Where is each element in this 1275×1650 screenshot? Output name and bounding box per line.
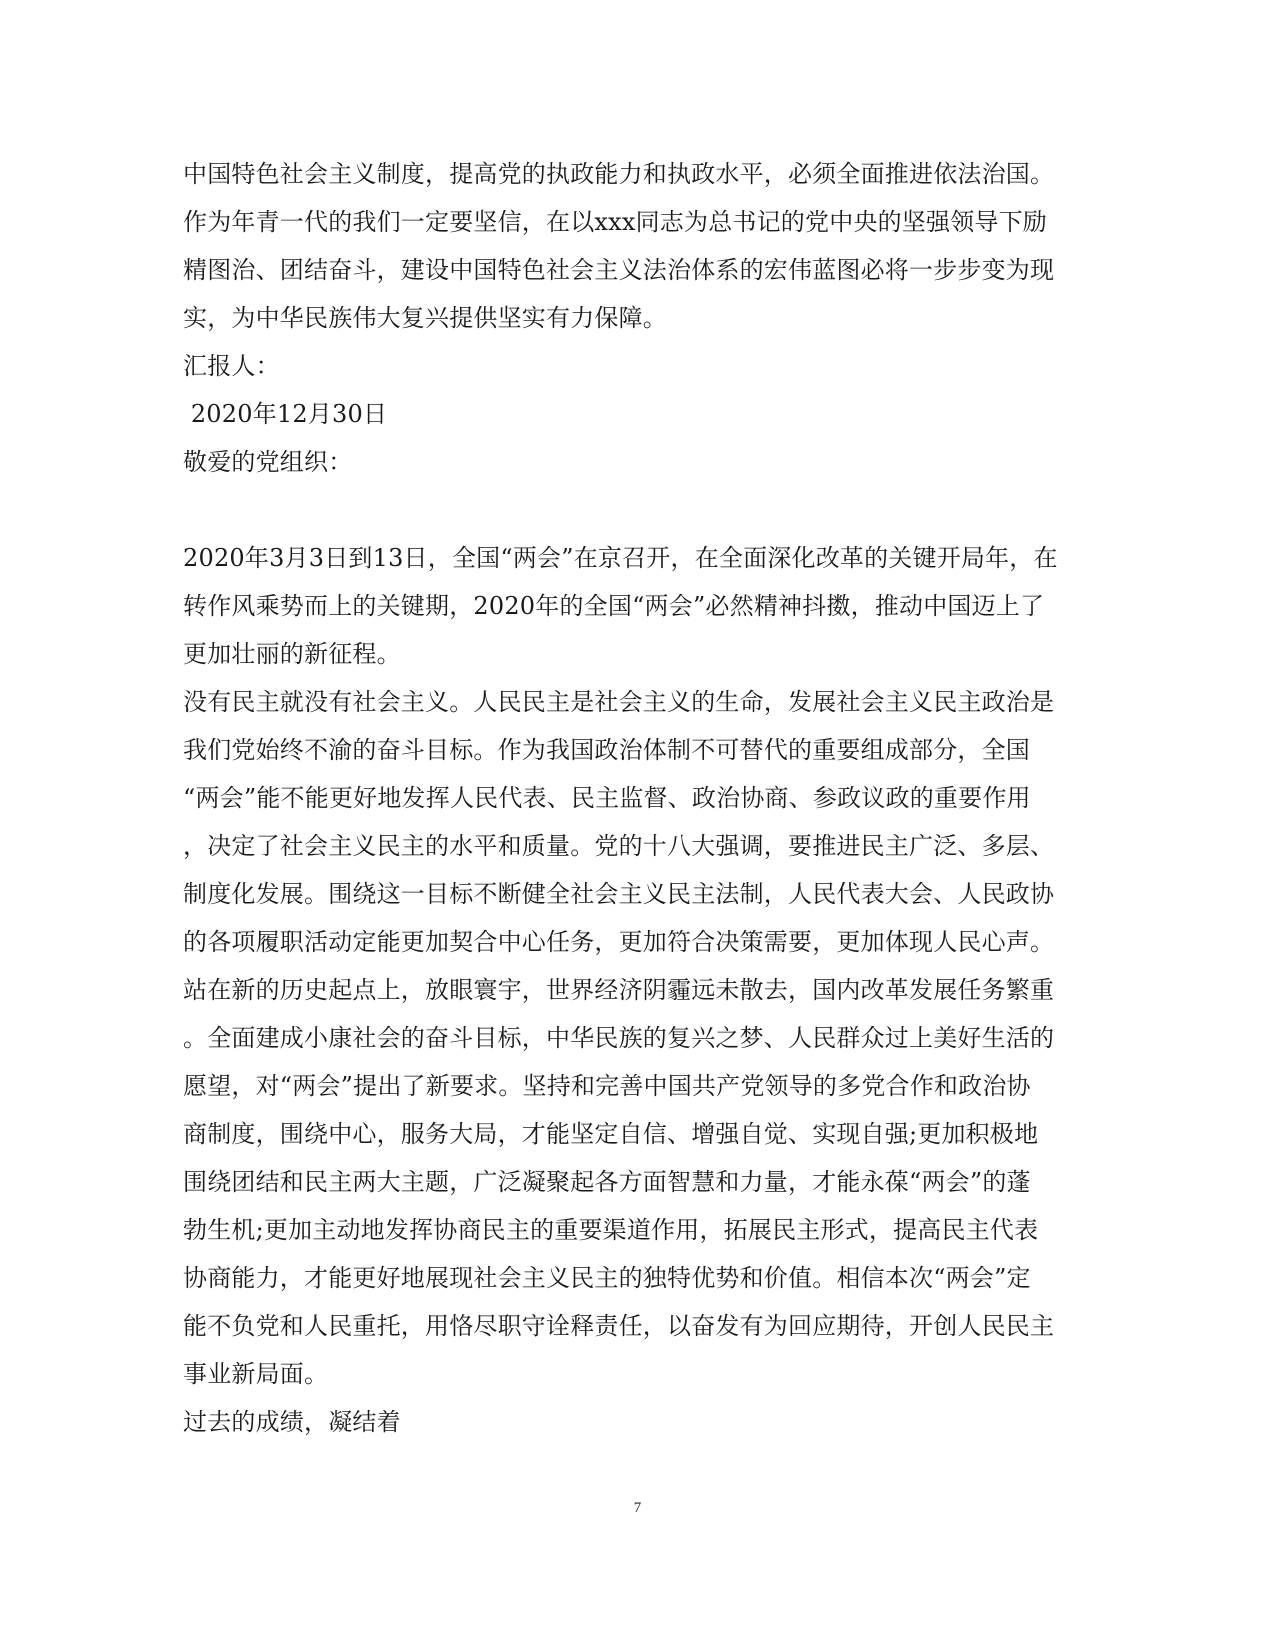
text-line: 中国特色社会主义制度，提高党的执政能力和执政水平，必须全面推进依法治国。 [183,160,1055,188]
text-line: 商制度，围绕中心，服务大局，才能坚定自信、增强自觉、实现自强;更加积极地 [183,1120,1039,1148]
text-line: 制度化发展。围绕这一目标不断健全社会主义民主法制，人民代表大会、人民政协 [183,880,1055,908]
text-line: 站在新的历史起点上，放眼寰宇，世界经济阴霾远未散去，国内改革发展任务繁重 [183,976,1055,1004]
text-line: 实，为中华民族伟大复兴提供坚实有力保障。 [183,304,667,332]
text-line: 我们党始终不渝的奋斗目标。作为我国政治体制不可替代的重要组成部分，全国 [183,736,1030,764]
text-line: 更加壮丽的新征程。 [183,640,401,668]
text-line: 围绕团结和民主两大主题，广泛凝聚起各方面智慧和力量，才能永葆“两会”的蓬 [183,1168,1031,1196]
blank-line [183,486,1083,534]
report-date: 2020年12月30日 [183,400,388,428]
text-line: 的各项履职活动定能更加契合中心任务，更加符合决策需要，更加体现人民心声。 [183,928,1055,956]
text-line: 没有民主就没有社会主义。人民民主是社会主义的生命，发展社会主义民主政治是 [183,688,1055,716]
document-body [183,150,1083,1446]
text-line: 。全面建成小康社会的奋斗目标，中华民族的复兴之梦、人民群众过上美好生活的 [183,1024,1055,1052]
text-line: 协商能力，才能更好地展现社会主义民主的独特优势和价值。相信本次“两会”定 [183,1264,1031,1292]
text-line: 过去的成绩，凝结着 [183,1408,401,1436]
reporter-label: 汇报人： [183,352,280,380]
text-line: 精图治、团结奋斗，建设中国特色社会主义法治体系的宏伟蓝图必将一步步变为现 [183,256,1055,284]
text-line: 事业新局面。 [183,1360,329,1388]
text-line: 勃生机;更加主动地发挥协商民主的重要渠道作用，拓展民主形式，提高民主代表 [183,1216,1039,1244]
text-line: 能不负党和人民重托，用恪尽职守诠释责任，以奋发有为回应期待，开创人民民主 [183,1312,1055,1340]
page-number: 7 [633,1500,642,1516]
text-line: 愿望，对“两会”提出了新要求。坚持和完善中国共产党领导的多党合作和政治协 [183,1072,1031,1100]
text-line: 2020年3月3日到13日，全国“两会”在京召开，在全面深化改革的关键开局年，在 [183,544,1058,572]
text-line: 转作风乘势而上的关键期，2020年的全国“两会”必然精神抖擞，推动中国迈上了 [183,592,1045,620]
salutation: 敬爱的党组织： [183,448,353,476]
text-line: “两会”能不能更好地发挥人民代表、民主监督、政治协商、参政议政的重要作用 [183,784,1031,812]
text-line: ，决定了社会主义民主的水平和质量。党的十八大强调，要推进民主广泛、多层、 [183,832,1055,860]
text-line: 作为年青一代的我们一定要坚信，在以xxx同志为总书记的党中央的坚强领导下励 [183,208,1048,236]
